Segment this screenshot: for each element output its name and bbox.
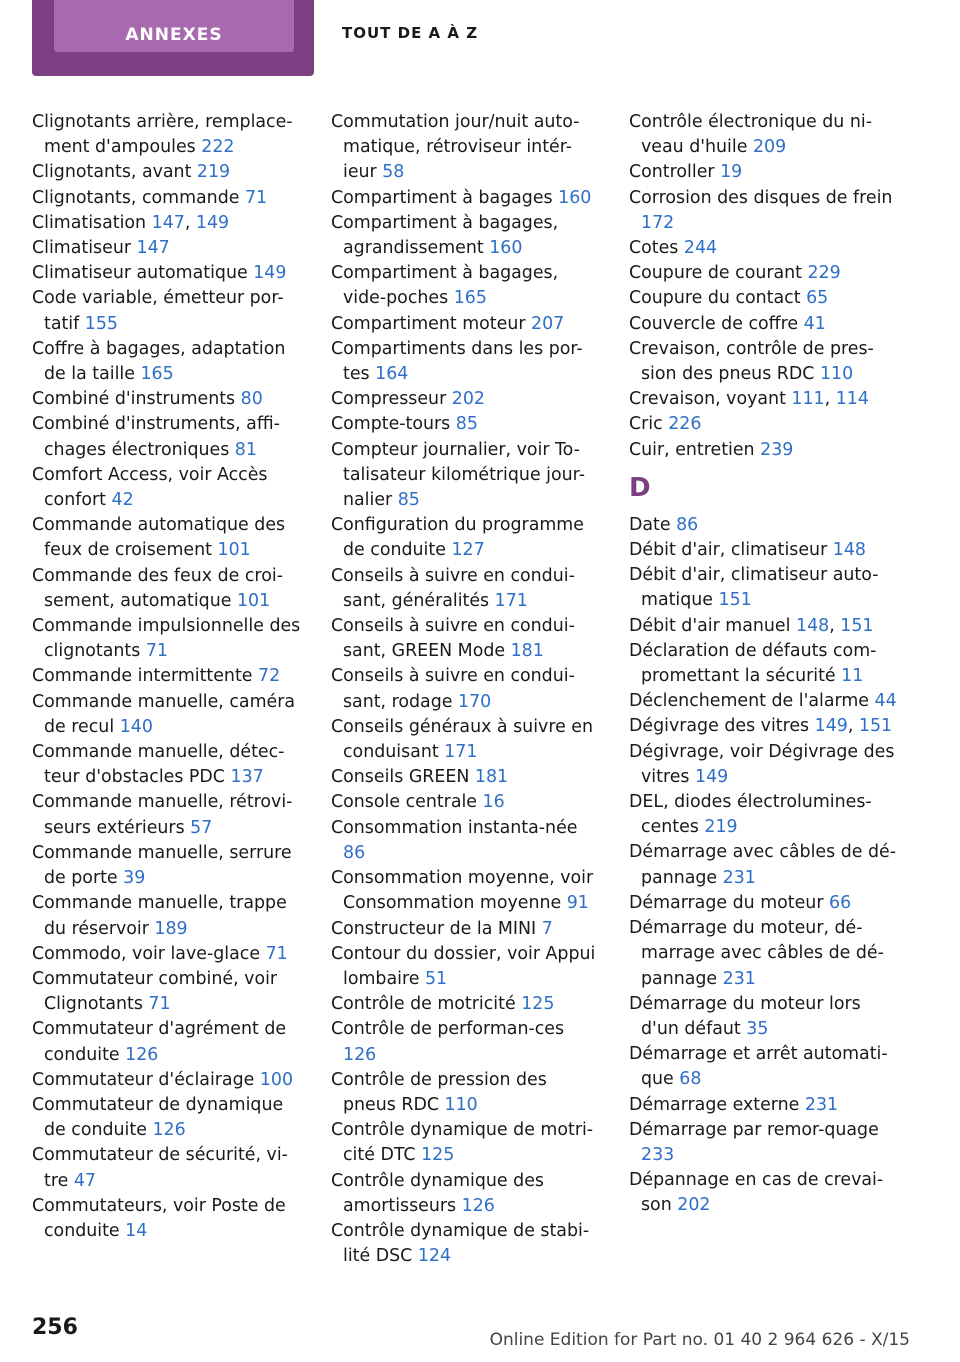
index-entry (331, 186, 601, 211)
page-reference-link[interactable]: 91 (566, 893, 589, 914)
page-reference-link[interactable]: 7 (541, 918, 553, 939)
page-reference-link[interactable]: 207 (531, 313, 565, 334)
index-entry-term: Contrôle dynamique de motri-cité DTC (331, 1120, 594, 1166)
page-reference-link[interactable]: 86 (676, 514, 699, 535)
page-reference-link[interactable]: 222 (201, 137, 235, 158)
page-reference-link[interactable]: 35 (746, 1018, 769, 1039)
page-reference-link[interactable]: 172 (641, 212, 675, 233)
index-entry-term: Contrôle de motricité (331, 994, 516, 1015)
index-entry (629, 186, 899, 236)
index-entry (32, 387, 302, 412)
index-entry (629, 312, 899, 337)
index-entry-term: Contrôle dynamique de stabi-lité DSC (331, 1220, 590, 1267)
page-reference-link[interactable]: 189 (154, 918, 188, 939)
index-entry (32, 942, 302, 967)
index-entry (331, 513, 601, 563)
page-reference-link[interactable]: 47 (73, 1170, 96, 1191)
page-reference-link[interactable]: 114 (835, 389, 869, 410)
index-entry-term: Commande intermittente (32, 666, 253, 687)
index-entry: Débit d'air manuel 148, 151 (629, 615, 874, 636)
page-reference-link[interactable]: 110 (819, 364, 854, 385)
page-reference-link[interactable]: 126 (125, 1044, 159, 1065)
page-reference-link[interactable]: 137 (230, 767, 264, 788)
index-letter-heading: D (629, 472, 651, 503)
page-reference-link[interactable]: 66 (829, 892, 852, 913)
page-reference-link[interactable]: 231 (722, 968, 756, 989)
index-entry (629, 1093, 899, 1118)
index-entry (629, 689, 899, 714)
index-entry (331, 110, 601, 186)
index-entry (629, 110, 899, 160)
index-entry-term: Démarrage du moteur lors d'un défaut (629, 993, 861, 1039)
index-column-3 (629, 110, 899, 1219)
page-reference-link[interactable]: 151 (840, 615, 874, 636)
page-reference-link[interactable]: 244 (683, 238, 718, 259)
page-reference-link[interactable]: 171 (444, 742, 478, 763)
index-entry-term: Dépannage en cas de crevai-son (629, 1170, 884, 1216)
page-reference-link[interactable]: 100 (259, 1069, 294, 1090)
index-entry-term: Compartiments dans les por-tes (331, 338, 583, 385)
page-reference-link[interactable]: 14 (125, 1220, 148, 1241)
index-entry (629, 337, 899, 387)
index-entry-term: Coupure du contact (629, 288, 801, 309)
page-reference-link[interactable]: 219 (196, 162, 231, 183)
index-entry (629, 639, 899, 689)
section-tab (32, 0, 314, 76)
index-entry-term: Code variable, émetteur por-tatif (32, 288, 284, 334)
index-entry (331, 1118, 601, 1168)
page-reference-link[interactable]: 231 (804, 1094, 839, 1115)
index-entry (629, 1168, 899, 1218)
index-entry (331, 1169, 601, 1219)
index-entry (331, 438, 601, 514)
index-entry (32, 463, 302, 513)
index-entry (629, 1118, 899, 1168)
index-entry (629, 891, 899, 916)
page-reference-link[interactable]: 160 (558, 187, 592, 208)
index-entry (32, 790, 302, 840)
index-entry (32, 1093, 302, 1143)
index-entry (331, 261, 601, 311)
index-entry-term: Compartiment à bagages, agrandissement (331, 212, 559, 259)
index-entry (32, 1143, 302, 1193)
index-entry (331, 942, 601, 992)
index-entry-term: Console centrale (331, 792, 478, 813)
page-reference-link[interactable]: 65 (806, 288, 829, 309)
index-entry (629, 438, 899, 463)
page-reference-link[interactable]: 126 (461, 1195, 495, 1216)
index-entry (331, 715, 601, 765)
index-entry-term: Conseils à suivre en condui-sant, GREEN Mode (331, 616, 575, 662)
index-entry (32, 1017, 302, 1067)
index-entry-term: Conseils à suivre en condui-sant, rodage (331, 666, 575, 712)
page-reference-link[interactable]: 42 (111, 490, 134, 511)
page-reference-link[interactable]: 202 (451, 389, 485, 410)
index-entry-term: Conseils GREEN (331, 767, 470, 788)
index-entry-term: Compte-tours (331, 414, 451, 435)
index-entry: Crevaison, voyant 111, 114 (629, 389, 869, 410)
index-entry-term: Compartiment à bagages, vide-poches (331, 263, 559, 309)
index-entry-term: Débit d'air, climatiseur auto-matique (629, 565, 879, 611)
page-reference-link[interactable]: 171 (494, 590, 528, 611)
index-entry-term: Commutateurs, voir Poste de conduite (32, 1195, 286, 1241)
index-entry (629, 992, 899, 1042)
index-entry-term: Date (629, 514, 671, 535)
index-entry-term: Démarrage par remor-quage (629, 1119, 879, 1140)
index-entry-term: Compartiment à bagages (331, 187, 553, 208)
index-entry (629, 916, 899, 992)
page-reference-link[interactable]: 68 (679, 1069, 702, 1090)
page-reference-link[interactable]: 125 (521, 994, 555, 1015)
index-entry (331, 412, 601, 437)
index-entry (32, 110, 302, 160)
page-reference-link[interactable]: 202 (677, 1195, 711, 1216)
index-entry (32, 513, 302, 563)
index-entry-term: Controller (629, 162, 715, 183)
index-entry-term: Dégivrage, voir Dégivrage des vitres (629, 741, 895, 787)
page-reference-link[interactable]: 147 (136, 238, 170, 259)
page-reference-link[interactable]: 181 (510, 641, 544, 662)
index-entry-term: Cric (629, 414, 663, 435)
page-reference-link[interactable]: 149 (195, 212, 230, 233)
index-entry (629, 1042, 899, 1092)
index-entry (32, 690, 302, 740)
index-entry (32, 664, 302, 689)
index-entry-term: Compartiment moteur (331, 313, 526, 334)
index-entry (331, 1219, 601, 1269)
page-reference-link[interactable]: 86 (343, 842, 366, 863)
page-reference-link[interactable]: 71 (244, 187, 268, 208)
index-entry (629, 412, 899, 437)
index-entry (32, 160, 302, 185)
index-entry-term: Coffre à bagages, adaptation de la taille (32, 338, 286, 385)
page-reference-link[interactable]: 226 (668, 414, 702, 435)
index-entry (331, 790, 601, 815)
page-reference-link[interactable]: 229 (807, 263, 841, 284)
index-entry-term: Clignotants, avant (32, 162, 192, 183)
index-entry-term: Comfort Access, voir Accès confort (32, 464, 268, 511)
index-entry-term: Contour du dossier, voir Appui lombaire (331, 943, 596, 989)
index-entry (32, 1194, 302, 1244)
page-reference-link[interactable]: 151 (858, 716, 893, 737)
index-entry-term: Contrôle électronique du ni-veau d'huile (629, 112, 872, 158)
index-entry (331, 1068, 601, 1118)
index-entry-term: Démarrage du moteur (629, 892, 824, 913)
index-entry (32, 337, 302, 387)
index-entry-term: Crevaison, voyant (629, 389, 786, 410)
index-entry-term: Commutateur de sécurité, vi-tre (32, 1145, 288, 1191)
index-entry-term: Commande manuelle, détec-teur d'obstacles PDC (32, 742, 285, 788)
index-entry (32, 891, 302, 941)
page-number: 256 (32, 1315, 78, 1340)
index-entry (32, 186, 302, 211)
index-entry-term: Contrôle de pression des pneus RDC (331, 1069, 547, 1115)
index-entry (331, 765, 601, 790)
index-entry (32, 740, 302, 790)
page-reference-link[interactable]: 126 (343, 1044, 377, 1065)
page-reference-link[interactable]: 19 (720, 162, 743, 183)
page-reference-link[interactable]: 181 (474, 767, 509, 788)
page-reference-link[interactable]: 81 (234, 439, 257, 460)
index-entry (331, 564, 601, 614)
index-entry-term: Commande manuelle, trappe du réservoir (32, 893, 287, 939)
index-entry (629, 261, 899, 286)
page-reference-link[interactable]: 151 (718, 590, 752, 611)
index-entry (32, 614, 302, 664)
page-reference-link[interactable]: 140 (119, 716, 153, 737)
index-entry-term: Climatiseur (32, 238, 131, 259)
page-reference-link[interactable]: 219 (704, 817, 738, 838)
index-entry-term: Débit d'air manuel (629, 615, 791, 636)
index-entry (331, 337, 601, 387)
chapter-title: TOUT DE A À Z (342, 24, 479, 42)
index-entry-term: Clignotants, commande (32, 187, 240, 208)
page-reference-link[interactable]: 110 (444, 1094, 478, 1115)
index-entry (32, 236, 302, 261)
index-entry-term: Démarrage et arrêt automati-que (629, 1044, 888, 1090)
index-entry-term: Cuir, entretien (629, 439, 755, 460)
index-entry-term: Démarrage avec câbles de dé-pannage (629, 842, 896, 888)
index-entry-term: Compresseur (331, 389, 447, 410)
page-reference-link[interactable]: 126 (152, 1120, 186, 1141)
index-entry-term: Corrosion des disques de frein (629, 187, 893, 208)
index-entry-term: Conseils à suivre en condui-sant, généralités (331, 565, 575, 611)
index-entry-term: Constructeur de la MINI (331, 918, 537, 939)
index-entry-term: Démarrage du moteur, dé-marrage avec câbles de dé-pannage (629, 918, 884, 989)
index-entry (629, 563, 899, 613)
page-reference-link[interactable]: 44 (874, 691, 897, 712)
page-reference-link[interactable]: 148 (832, 540, 866, 561)
page-reference-link[interactable]: 231 (722, 867, 756, 888)
index-entry (629, 236, 899, 261)
page-reference-link[interactable]: 11 (841, 666, 864, 687)
page-reference-link[interactable]: 125 (421, 1145, 455, 1166)
page-reference-link[interactable]: 233 (641, 1144, 675, 1165)
index-entry-term: Débit d'air, climatiseur (629, 540, 828, 561)
index-entry-term: Démarrage externe (629, 1094, 800, 1115)
page-reference-link[interactable]: 124 (417, 1246, 452, 1267)
index-entry (331, 1017, 601, 1067)
page-reference-link[interactable]: 155 (84, 313, 118, 334)
index-entry-term: Commutation jour/nuit auto-matique, rétroviseur intér-ieur (331, 112, 580, 183)
page-reference-link[interactable]: 101 (217, 540, 251, 561)
index-entry-term: Coupure de courant (629, 263, 802, 284)
index-entry-term: Crevaison, contrôle de pres-sion des pneus RDC (629, 338, 874, 385)
index-entry (331, 312, 601, 337)
page-reference-link[interactable]: 149 (253, 263, 287, 284)
page-reference-link[interactable]: 57 (190, 817, 213, 838)
page-reference-link[interactable]: 51 (424, 968, 448, 989)
index-entry (32, 412, 302, 462)
index-entry-term: Commande manuelle, rétrovi-seurs extérieurs (32, 792, 293, 838)
index-entry (32, 261, 302, 286)
index-entry-term: Couvercle de coffre (629, 313, 799, 334)
index-entry-term: Dégivrage des vitres (629, 716, 810, 737)
index-entry-term: Combiné d'instruments, affi-chages électroniques (32, 414, 280, 460)
index-column-2 (331, 110, 601, 1269)
page-reference-link[interactable]: 72 (258, 666, 281, 687)
page-reference-link[interactable]: 170 (458, 691, 492, 712)
page-reference-link[interactable]: 111 (791, 389, 825, 410)
page-reference-link[interactable]: 164 (375, 364, 409, 385)
index-entry (331, 917, 601, 942)
edition-note: Online Edition for Part no. 01 40 2 964 626 - X/15 (489, 1330, 910, 1350)
index-column-1 (32, 110, 302, 1244)
page-reference-link[interactable]: 165 (140, 364, 174, 385)
page-reference-link[interactable]: 85 (455, 414, 478, 435)
page-reference-link[interactable]: 16 (482, 792, 505, 813)
page-reference-link[interactable]: 85 (397, 490, 420, 511)
index-entry-term: Commande manuelle, caméra de recul (32, 691, 296, 737)
index-entry: Climatisation 147, 149 (32, 212, 230, 233)
section-tab-label: ANNEXES (54, 0, 294, 52)
index-entry-term: DEL, diodes électrolumines-centes (629, 792, 872, 838)
index-entry-term: Commande des feux de croi-sement, automatique (32, 565, 283, 611)
index-entry-term: Configuration du programme de conduite (331, 515, 584, 561)
index-entry-term: Commande automatique des feux de croisement (32, 515, 286, 561)
index-entry-term: Clignotants arrière, remplace-ment d'ampoules (32, 112, 293, 158)
index-entry-term: Climatiseur automatique (32, 263, 248, 284)
index-entry (32, 967, 302, 1017)
index-entry-term: Contrôle de performan-ces (331, 1019, 565, 1040)
page-reference-link[interactable]: 41 (803, 313, 826, 334)
index-entry-term: Déclaration de défauts com-promettant la sécurité (629, 640, 877, 687)
page-reference-link[interactable]: 209 (752, 137, 787, 158)
index-entry-term: Consommation moyenne, voir Consommation moyenne (331, 868, 594, 914)
page-reference-link[interactable]: 71 (148, 994, 171, 1015)
page-reference-link[interactable]: 71 (145, 641, 168, 662)
index-entry (629, 840, 899, 890)
index-entry (331, 614, 601, 664)
page-reference-link[interactable]: 127 (451, 540, 485, 561)
page-reference-link[interactable]: 149 (814, 716, 848, 737)
index-entry: Dégivrage des vitres 149, 151 (629, 716, 893, 737)
page-reference-link[interactable]: 39 (123, 868, 146, 889)
index-entry-term: Commutateur d'agrément de conduite (32, 1019, 287, 1065)
index-entry-term: Contrôle dynamique des amortisseurs (331, 1170, 544, 1216)
index-entry (629, 160, 899, 185)
index-entry (331, 211, 601, 261)
index-entry-term: Commande impulsionnelle des clignotants (32, 616, 301, 662)
index-entry (629, 790, 899, 840)
index-entry (331, 816, 601, 866)
page-reference-link[interactable]: 147 (151, 212, 185, 233)
index-entry (629, 513, 899, 538)
index-entry-term: Combiné d'instruments (32, 389, 236, 410)
page-reference-link[interactable]: 58 (382, 162, 405, 183)
index-entry (629, 286, 899, 311)
index-entry (331, 992, 601, 1017)
index-entry (32, 841, 302, 891)
index-entry-term: Commutateur combiné, voir Clignotants (32, 968, 278, 1015)
index-entry-term: Commande manuelle, serrure de porte (32, 842, 292, 889)
page-reference-link[interactable]: 148 (796, 615, 830, 636)
index-entry (32, 564, 302, 614)
page-reference-link[interactable]: 149 (695, 766, 729, 787)
index-entry (32, 1068, 302, 1093)
index-entry (629, 740, 899, 790)
index-entry-term: Cotes (629, 238, 679, 259)
index-entry (32, 286, 302, 336)
index-entry-term: Commutateur de dynamique de conduite (32, 1094, 284, 1141)
index-entry (331, 387, 601, 412)
page-reference-link[interactable]: 71 (265, 943, 288, 964)
index-entry-term: Conseils généraux à suivre en conduisant (331, 716, 594, 763)
index-entry-term: Climatisation (32, 212, 147, 233)
index-entry (331, 866, 601, 916)
page-reference-link[interactable]: 160 (489, 238, 523, 259)
page-reference-link[interactable]: 165 (453, 288, 487, 309)
index-entry (629, 538, 899, 563)
index-entry-term: Compteur journalier, voir To-talisateur kilométrique jour-nalier (331, 439, 585, 511)
index-entry-term: Commodo, voir lave-glace (32, 943, 261, 964)
page-reference-link[interactable]: 80 (240, 389, 263, 410)
index-entry (331, 664, 601, 714)
page-reference-link[interactable]: 101 (236, 590, 271, 611)
index-entry-term: Commutateur d'éclairage (32, 1069, 255, 1090)
index-entry-term: Déclenchement de l'alarme (629, 691, 870, 712)
page-reference-link[interactable]: 239 (760, 439, 794, 460)
index-entry-term: Consommation instanta-née (331, 817, 578, 838)
